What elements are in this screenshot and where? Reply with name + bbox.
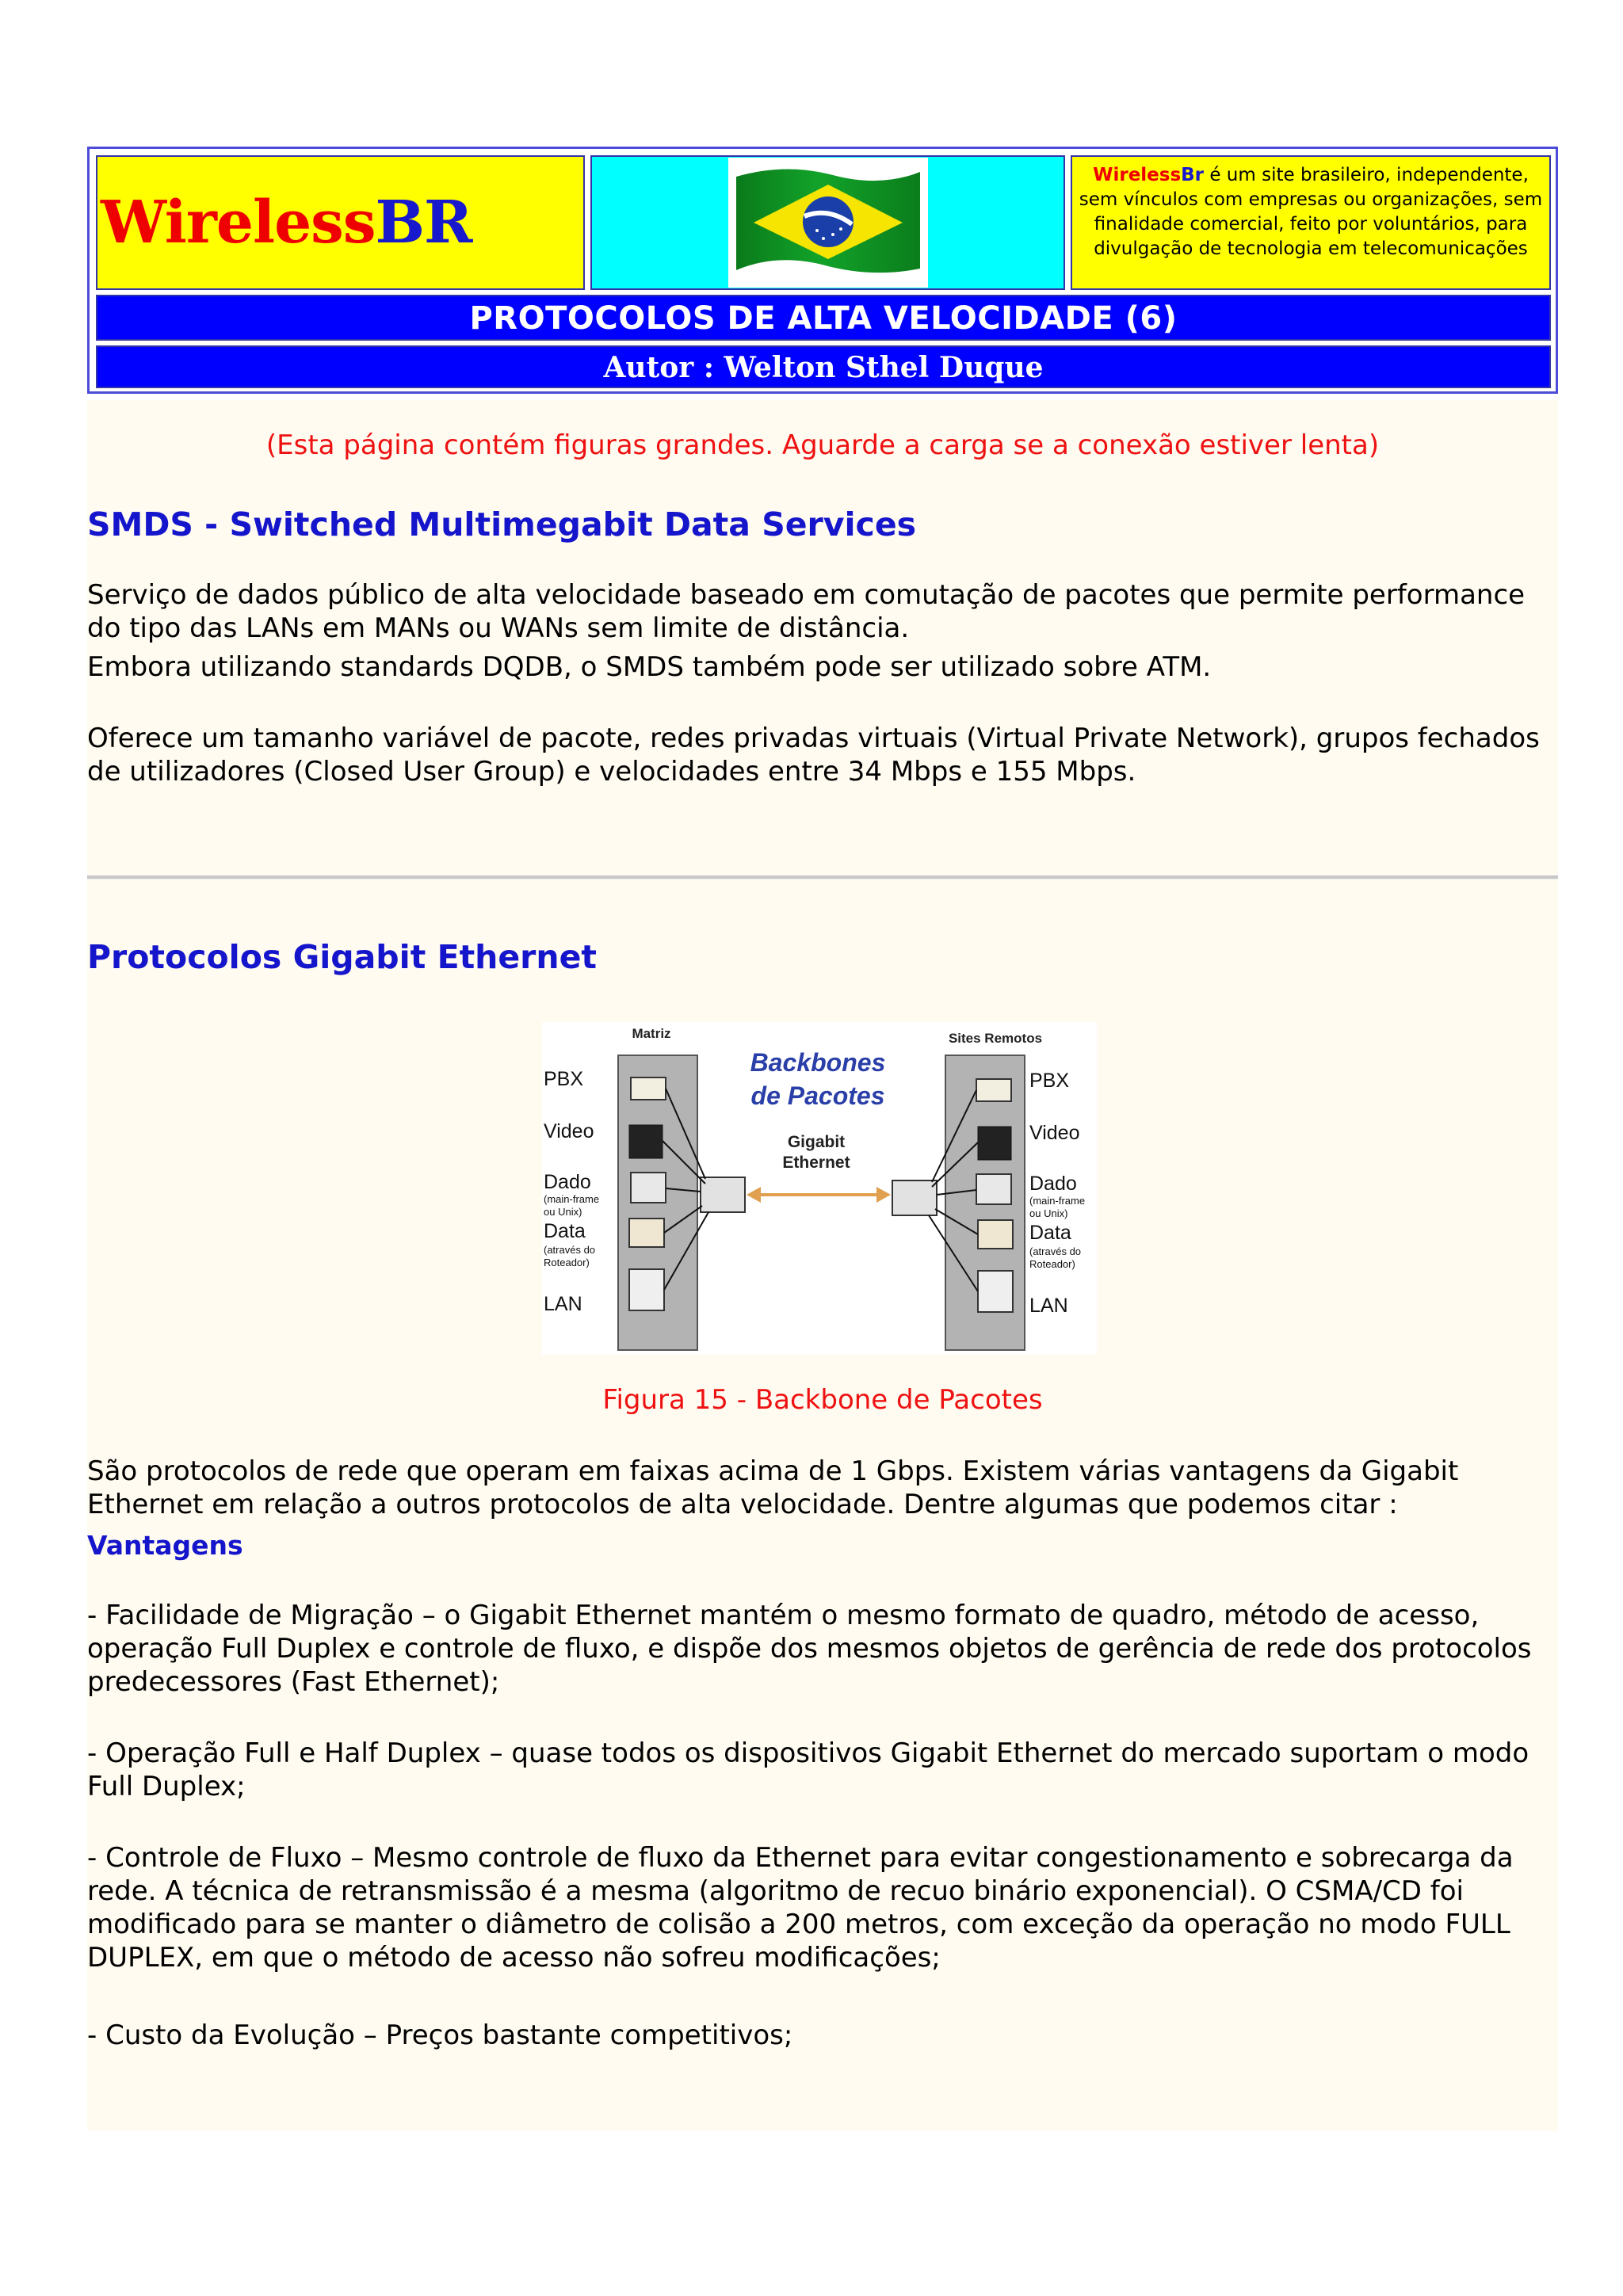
right-camera-icon — [978, 1127, 1011, 1160]
right-label-dado: Dado — [1029, 1173, 1077, 1195]
smds-paragraph-3: Oferece um tamanho variável de pacote, redes privadas virtuais (Virtual Private Network), grupos fechados de utilizadores (Closed User Group) e velocidades entre 34 Mbps e 155 Mbps. — [87, 723, 1540, 788]
right-label-data-sub2: Roteador) — [1029, 1258, 1075, 1270]
info-brand-wireless: Wireless — [1093, 165, 1182, 185]
brazil-flag-icon — [728, 158, 928, 288]
page-title: PROTOCOLOS DE ALTA VELOCIDADE (6) — [96, 295, 1551, 341]
center-title-2: de Pacotes — [750, 1081, 885, 1110]
left-label-data: Data — [544, 1220, 586, 1242]
left-label-dado-sub2: ou Unix) — [544, 1206, 582, 1218]
left-label-pbx: PBX — [544, 1068, 584, 1090]
right-label-data-sub1: (através do — [1029, 1245, 1082, 1257]
left-label-lan: LAN — [544, 1293, 582, 1315]
left-label-video: Video — [544, 1120, 594, 1142]
right-label-video: Video — [1029, 1122, 1080, 1144]
left-lan-icon — [629, 1269, 664, 1310]
left-labels — [544, 1068, 599, 1315]
link-label-2: Ethernet — [782, 1154, 850, 1172]
figure-caption: Figura 15 - Backbone de Pacotes — [602, 1384, 1043, 1416]
author-line: Autor : Welton Sthel Duque — [96, 345, 1551, 388]
right-labels — [1029, 1070, 1085, 1317]
left-label-dado-sub1: (main-frame — [544, 1193, 600, 1205]
left-phone-icon — [631, 1077, 666, 1100]
logo-br: BR — [375, 189, 472, 257]
info-text: é um site brasileiro, independente, sem vínculos com empresas ou organizações, sem finalidade comercial, feito por voluntários, para divulgação de tecnologia em telecomunicações — [1079, 165, 1543, 259]
vantagem-item-3: - Controle de Fluxo – Mesmo controle de fluxo da Ethernet para evitar congestionamento e sobrecarga da rede. A técnica de retransmissão é a mesma (algoritmo de recuo binário exponencial). O CSMA/CD foi modificado para se manter o diâmetro de colisão a 200 metros, com exceção da operação no modo FULL DUPLEX, em que o método de acesso não sofreu modificações; — [87, 1842, 1514, 1974]
vantagem-item-1: - Facilidade de Migração – o Gigabit Ethernet mantém o mesmo formato de quadro, método de acesso, operação Full Duplex e controle de fluxo, e dispõe dos mesmos objetos de gerência de rede dos protocolos predecessores (Fast Ethernet); — [87, 1600, 1532, 1698]
gigabit-link-arrow — [747, 1187, 891, 1203]
vantagens-heading: Vantagens — [87, 1530, 243, 1561]
site-description — [1071, 155, 1551, 290]
left-rack-title: Matriz — [632, 1026, 671, 1041]
left-label-data-sub1: (através do — [544, 1244, 596, 1256]
site-logo[interactable] — [101, 189, 472, 257]
main-content — [87, 400, 1558, 2131]
info-brand-br: Br — [1181, 165, 1205, 185]
right-lan-icon — [978, 1271, 1013, 1312]
right-label-pbx: PBX — [1029, 1070, 1070, 1092]
right-rack-title: Sites Remotos — [948, 1031, 1043, 1046]
left-label-dado: Dado — [544, 1171, 591, 1193]
site-header — [87, 147, 1558, 394]
smds-heading: SMDS - Switched Multimegabit Data Services — [87, 505, 917, 543]
right-label-dado-sub2: ou Unix) — [1029, 1207, 1068, 1219]
backbone-diagram — [542, 1022, 1097, 1355]
left-router-icon — [629, 1219, 664, 1247]
logo-wireless: Wireless — [101, 189, 376, 257]
vantagem-item-2: - Operação Full e Half Duplex – quase todos os dispositivos Gigabit Ethernet do mercado suportam o modo Full Duplex; — [87, 1737, 1529, 1802]
link-label-1: Gigabit — [787, 1133, 846, 1151]
left-mainframe-icon — [631, 1173, 666, 1203]
smds-paragraph-2: Embora utilizando standards DQDB, o SMDS também pode ser utilizado sobre ATM. — [87, 651, 1212, 683]
right-phone-icon — [976, 1079, 1011, 1101]
logo-cell — [96, 155, 585, 290]
right-label-data: Data — [1029, 1222, 1071, 1244]
section-divider — [87, 875, 1558, 879]
center-title-1: Backbones — [750, 1048, 886, 1077]
smds-paragraph-1: Serviço de dados público de alta velocidade baseado em comutação de pacotes que permite performance do tipo das LANs em MANs ou WANs sem limite de distância. — [87, 579, 1526, 644]
vantagem-item-4: - Custo da Evolução – Preços bastante competitivos; — [87, 2019, 793, 2051]
gigabit-intro: São protocolos de rede que operam em faixas acima de 1 Gbps. Existem várias vantagens da Gigabit Ethernet em relação a outros protocolos de alta velocidade. Dentre algumas que podemos citar : — [87, 1455, 1459, 1520]
right-label-lan: LAN — [1029, 1295, 1068, 1317]
right-switch-icon — [892, 1180, 937, 1215]
right-label-dado-sub1: (main-frame — [1029, 1195, 1086, 1207]
left-switch-icon — [701, 1177, 745, 1212]
left-camera-icon — [629, 1125, 663, 1158]
gigabit-heading: Protocolos Gigabit Ethernet — [87, 938, 597, 976]
right-router-icon — [978, 1220, 1013, 1249]
left-label-data-sub2: Roteador) — [544, 1257, 590, 1268]
right-mainframe-icon — [976, 1174, 1011, 1204]
large-figures-notice: (Esta página contém figuras grandes. Aguarde a carga se a conexão estiver lenta) — [265, 429, 1380, 461]
flag-cell — [590, 155, 1065, 290]
